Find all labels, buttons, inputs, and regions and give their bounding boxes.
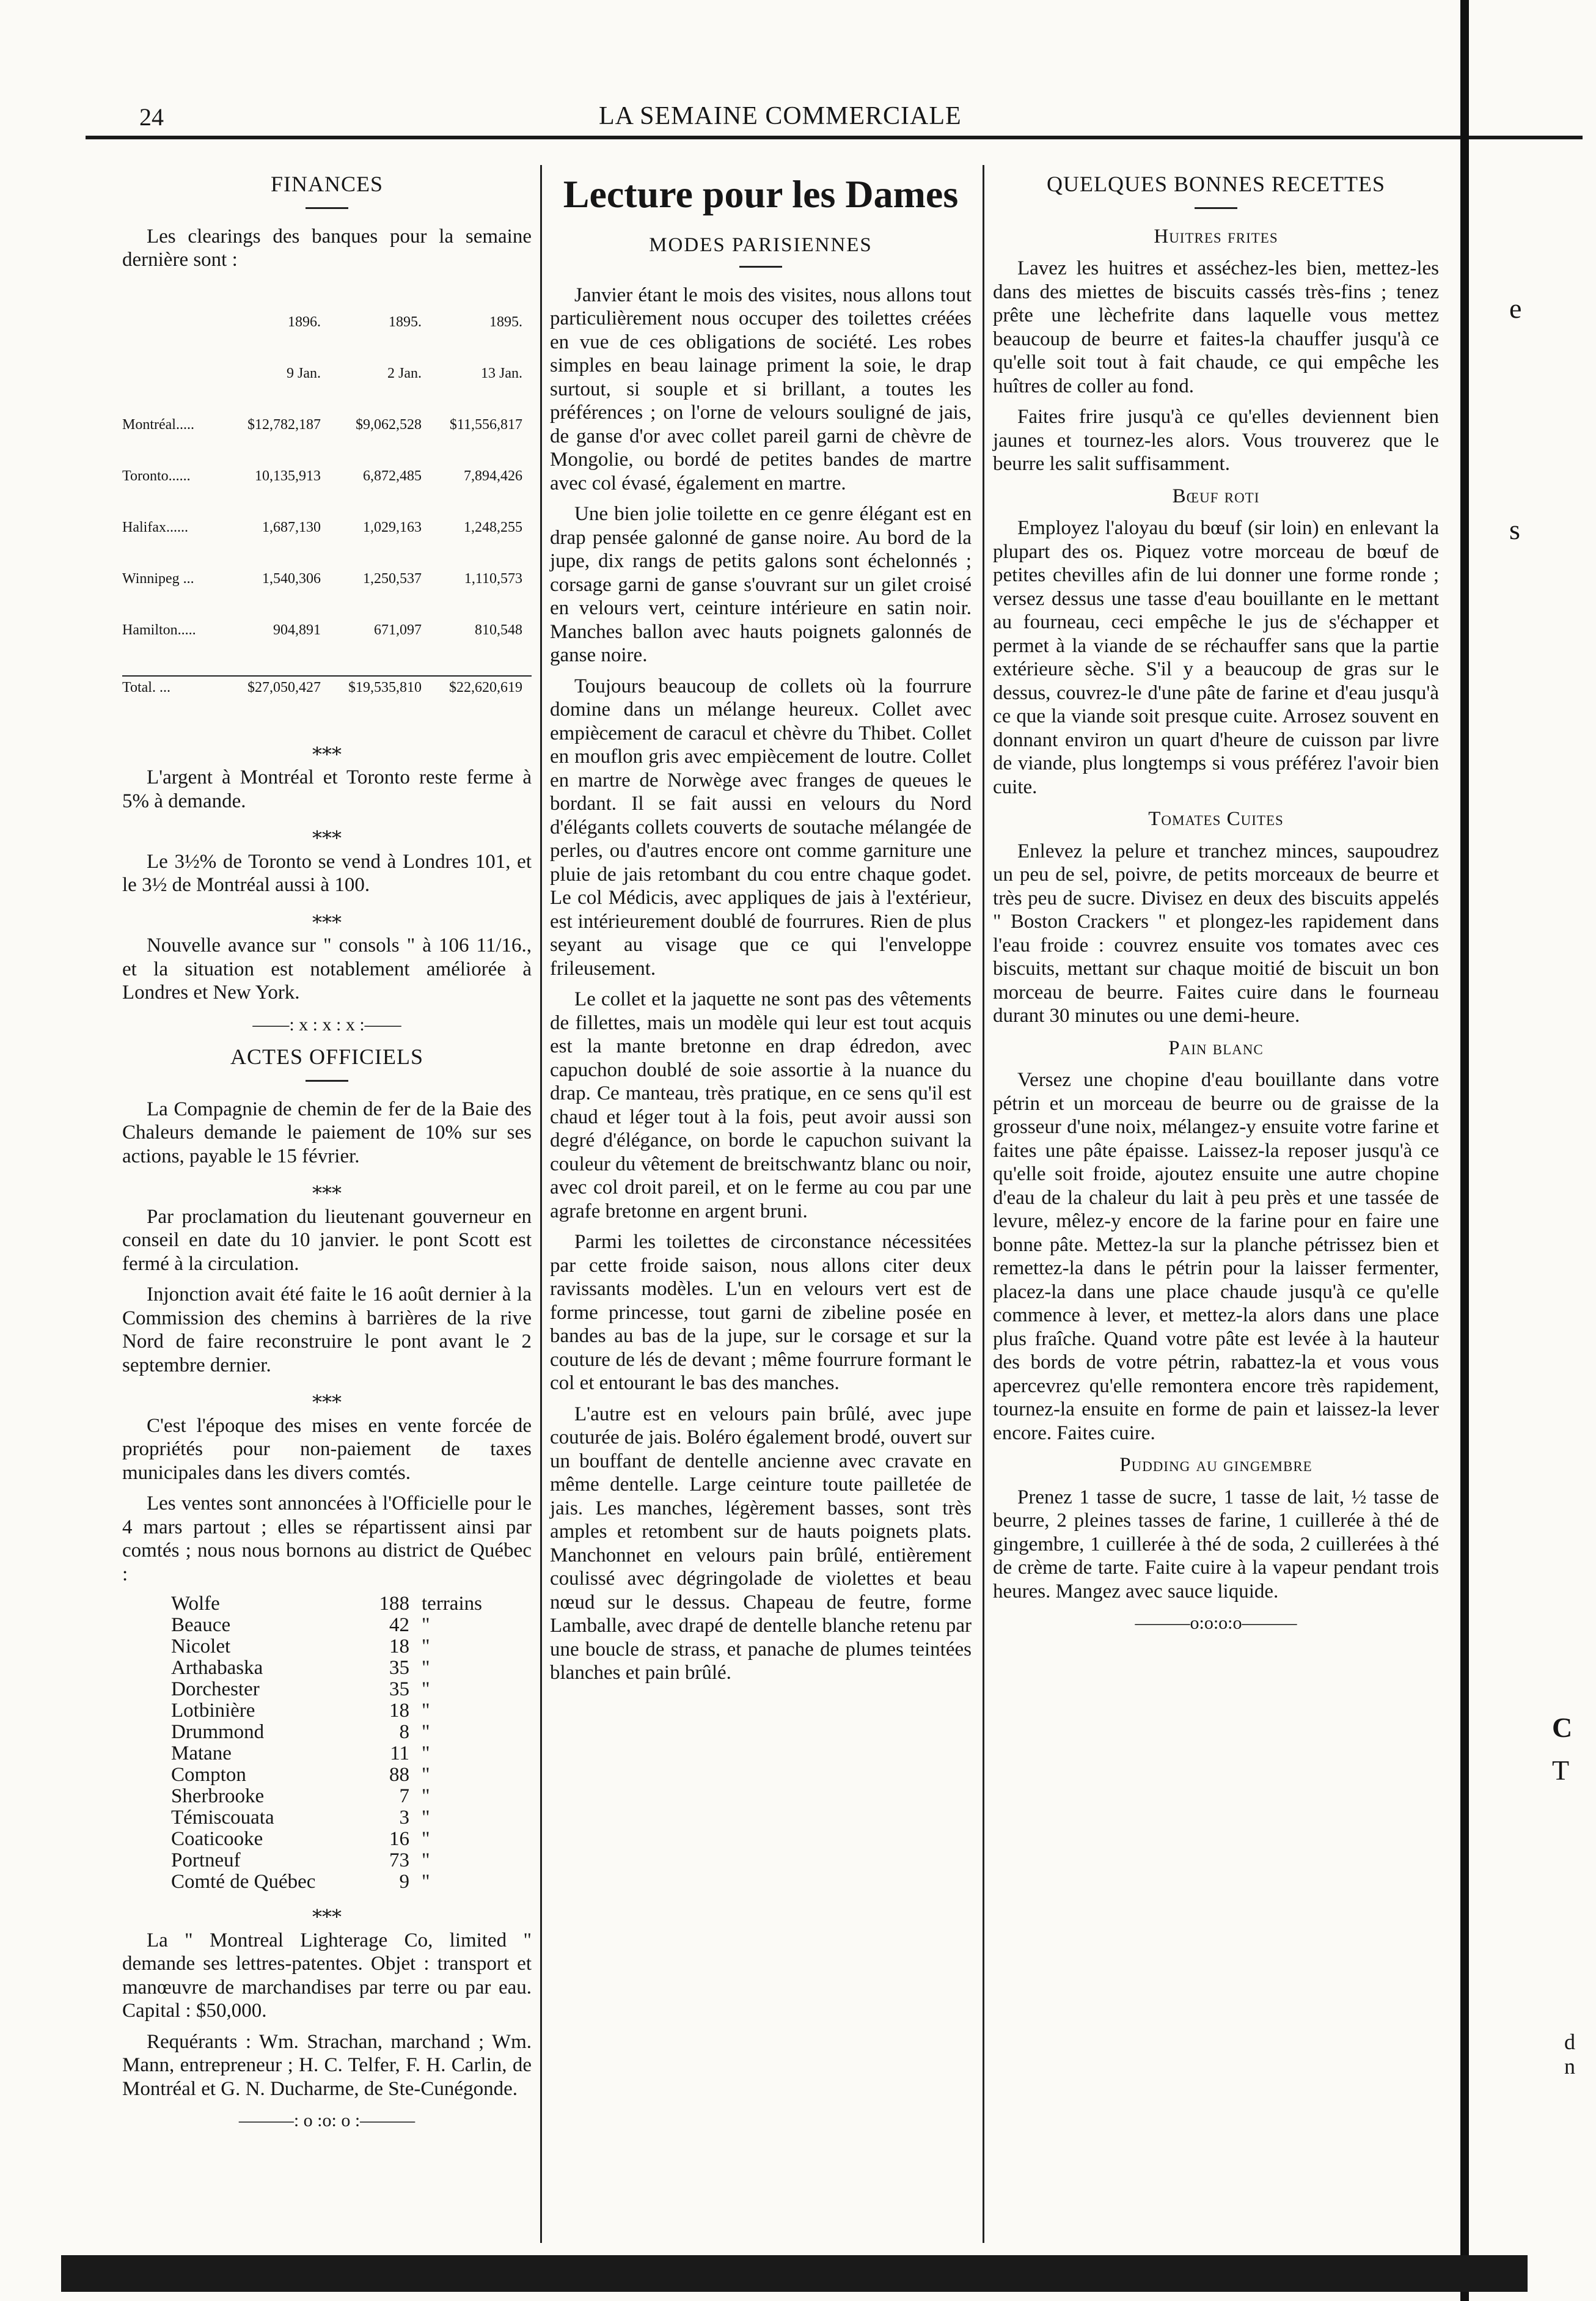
paragraph: Enlevez la pelure et tranchez minces, saupoudrez un peu de sel, poivre, de petits morceaux de beurre et très peu de sucre. Divisez en deux des biscuits appelés " Boston Crackers " et plongez-les rapidement dans l'eau froide : couvrez ensuite vos tomates avec ces biscuits, mettant sur chaque moitié de biscuit un bon morceau de beurre. Faites cuire dans le fourneau durant 30 minutes ou une demi-heure. — [993, 840, 1439, 1027]
county-unit: " — [422, 1700, 430, 1722]
table-row — [122, 468, 532, 485]
county-name: Drummond — [171, 1721, 265, 1743]
column-recettes — [993, 172, 1439, 1644]
list-item — [122, 1657, 532, 1679]
title-dash — [1195, 207, 1237, 209]
paragraph: Toujours beaucoup de collets où la fourrure domine dans un mélange heureux. Collet avec empiècement de caracul et chèvre du Thibet. Collet en mouflon gris avec empiècement de loutre. Collet en martre de Norwège avec franges de queues le bordant. Il se fait aussi en velours du Nord d'élégants collets couverts de soutache mélangée de perles, ou d'autres encore ont comme garniture une pluie de jais retombant du cou entre chaque godet. Le col Médicis, avec appliques de jais à l'extérieur, est intérieurement doublé de fourrures. Rien de plus seyant au visage que ce qui l'enveloppe frileusement. — [550, 675, 972, 980]
county-name: Portneuf — [171, 1849, 241, 1871]
table-cell — [122, 314, 220, 331]
county-name: Comté de Québec — [171, 1871, 316, 1893]
county-name: Nicolet — [171, 1635, 231, 1657]
asterism: ⁎⁎⁎ — [312, 1385, 342, 1407]
list-item — [122, 1722, 532, 1743]
table-cell: Hamilton..... — [122, 622, 196, 638]
recipe-title: Pudding au gingembre — [1119, 1454, 1312, 1476]
table-cell: 9 Jan. — [287, 365, 321, 381]
county-unit: " — [422, 1871, 430, 1893]
county-name: Matane — [171, 1742, 232, 1764]
table-cell: $22,620,619 — [449, 679, 522, 695]
article-title: Lecture pour les Dames — [563, 172, 959, 216]
column-rule — [540, 165, 542, 2243]
county-name: Dorchester — [171, 1678, 260, 1700]
county-count: 9 — [399, 1871, 409, 1893]
table-cell: 7,894,426 — [464, 468, 522, 484]
asterism: ⁎⁎⁎ — [312, 1899, 342, 1921]
table-total-row — [122, 675, 532, 696]
bottom-scan-border — [61, 2255, 1528, 2292]
table-cell: 1,540,306 — [262, 570, 321, 587]
table-row — [122, 416, 532, 433]
county-unit: " — [422, 1742, 430, 1764]
paragraph: Faites frire jusqu'à ce qu'elles deviennent bien jaunes et tournez-les alors. Vous trouverez que le beurre les salit suffisamment. — [993, 406, 1439, 475]
table-cell: Halifax...... — [122, 519, 188, 535]
county-unit: " — [422, 1635, 430, 1657]
clearings-intro: Les clearings des banques pour la semaine dernière sont : — [122, 225, 532, 271]
table-header-row — [122, 314, 532, 331]
county-name: Coaticooke — [171, 1828, 263, 1850]
table-cell: 671,097 — [374, 622, 422, 638]
table-cell: 10,135,913 — [255, 468, 321, 484]
paragraph: Les ventes sont annoncées à l'Officielle pour le 4 mars partout ; elles se répartissent ainsi par comtés ; nous nous bornons au district de Québec : — [122, 1492, 532, 1585]
table-cell: 1,248,255 — [464, 519, 522, 535]
table-cell: 1895. — [389, 314, 422, 330]
county-count: 11 — [390, 1742, 409, 1764]
county-name: Témiscouata — [171, 1807, 274, 1829]
county-name: Compton — [171, 1764, 246, 1786]
table-cell: $9,062,528 — [356, 416, 422, 433]
county-unit: " — [422, 1807, 430, 1829]
asterism: ⁎⁎⁎ — [312, 905, 342, 927]
asterism: ⁎⁎⁎ — [312, 1176, 342, 1198]
adjacent-page-letter: e — [1509, 293, 1522, 324]
list-item — [122, 1764, 532, 1786]
county-name: Arthabaska — [171, 1657, 263, 1679]
paragraph: Parmi les toilettes de circonstance nécessitées par cette froide saison, nous allons citer deux ravissants modèles. L'un en velours vert est de forme princesse, tout garni de zibeline posée en bandes au bas de la jupe, sur le corsage et sur la couture de lés de devant ; même fourrure formant le col et entourant le bas des manches. — [550, 1231, 972, 1394]
table-row — [122, 622, 532, 639]
journal-title: LA SEMAINE COMMERCIALE — [599, 102, 962, 130]
table-cell: 1,029,163 — [363, 519, 422, 535]
county-name: Sherbrooke — [171, 1785, 265, 1807]
article-subtitle: MODES PARISIENNES — [649, 234, 873, 256]
table-cell: 13 Jan. — [481, 365, 522, 381]
page-number: 24 — [139, 103, 164, 131]
county-unit: " — [422, 1721, 430, 1743]
title-dash — [306, 207, 348, 209]
table-cell: 1,110,573 — [464, 570, 522, 587]
column-lecture — [550, 172, 972, 1692]
county-count: 42 — [389, 1614, 409, 1636]
table-cell: 2 Jan. — [387, 365, 422, 381]
list-item — [122, 1615, 532, 1636]
county-count: 18 — [389, 1700, 409, 1722]
section-title-actes: ACTES OFFICIELS — [230, 1044, 424, 1069]
county-unit: " — [422, 1849, 430, 1871]
table-row — [122, 519, 532, 536]
county-name: Lotbinière — [171, 1700, 255, 1722]
table-cell: Winnipeg ... — [122, 570, 194, 587]
paragraph: Par proclamation du lieutenant gouverneur en conseil en date du 10 janvier. le pont Scott est fermé à la circulation. — [122, 1205, 532, 1275]
adjacent-page-letter: T — [1552, 1755, 1570, 1786]
paragraph: Employez l'aloyau du bœuf (sir loin) en enlevant la plupart des os. Piquez votre morceau de bœuf de petites chevilles afin de lui donner une forme ronde ; versez dessus une tasse d'eau bouillante en le mettant au fourneau, ceci empêche le jus de s'échapper et permet à la viande de se réchauffer sans que la partie extérieure sèche. S'il y a beaucoup de gras sur le dessus, couvrez-le d'une pâte de farine et d'eau jusqu'à ce que la viande soit presque cuite. Arrosez souvent en donnant environ un quart d'heure de cuisson par livre de viande, plus longtemps si vous préférez l'avoir bien cuite. — [993, 517, 1439, 798]
county-count: 35 — [389, 1657, 409, 1679]
table-cell: 904,891 — [273, 622, 321, 638]
recipe-title: Huitres frites — [1154, 225, 1278, 248]
header-rule — [86, 136, 1583, 139]
section-title-recettes: QUELQUES BONNES RECETTES — [1047, 172, 1385, 196]
table-cell: Montréal..... — [122, 416, 194, 433]
paragraph: L'argent à Montréal et Toronto reste ferme à 5% à demande. — [122, 766, 532, 812]
paragraph: Requérants : Wm. Strachan, marchand ; Wm. Mann, entrepreneur ; H. C. Telfer, F. H. Carlin, de Montréal et G. N. Ducharme, de Ste-Cunégonde. — [122, 2030, 532, 2100]
county-unit: " — [422, 1764, 430, 1786]
list-item — [122, 1829, 532, 1850]
county-count: 8 — [399, 1721, 409, 1743]
county-unit: " — [422, 1828, 430, 1850]
county-unit: " — [422, 1657, 430, 1679]
table-row — [122, 570, 532, 587]
county-name: Wolfe — [171, 1593, 220, 1615]
paragraph: L'autre est en velours pain brûlé, avec jupe couturée de jais. Boléro également brodé, ouvert sur un bouffant de dentelle ancienne avec cravate en même dentelle. Large ceinture toute pailletée de jais. Les manches, légèrement basses, sont très amples et retombent sur de hauts poignets plats. Manchonnet en velours pain brûlé, entièrement coulissé avec dégringolade de violettes et beau nœud sur le dessus. Chapeau de feutre, forme Lamballe, avec drapé de dentelle blanche retenu par une boucle de strass, et panache de plumes teintées blanches et pain brûlé. — [550, 1403, 972, 1684]
county-count: 35 — [389, 1678, 409, 1700]
list-item — [122, 1636, 532, 1657]
table-cell: Toronto...... — [122, 468, 191, 484]
table-cell: 1896. — [288, 314, 321, 330]
paragraph: La Compagnie de chemin de fer de la Baie des Chaleurs demande le paiement de 10% sur ses actions, payable le 15 février. — [122, 1098, 532, 1167]
county-count: 88 — [389, 1764, 409, 1786]
county-unit: terrains — [422, 1593, 482, 1615]
table-cell: 810,548 — [475, 622, 522, 638]
adjacent-page-letter: C — [1552, 1712, 1573, 1743]
county-unit: " — [422, 1614, 430, 1636]
column-finances — [122, 172, 532, 2141]
county-unit: " — [422, 1785, 430, 1807]
list-item — [122, 1807, 532, 1829]
section-separator: ——: x : x : x :—— — [252, 1014, 401, 1035]
table-cell: Total. ... — [122, 679, 170, 695]
county-name: Beauce — [171, 1614, 231, 1636]
table-cell: 1,687,130 — [262, 519, 321, 535]
page-edge-rule — [1460, 0, 1469, 2301]
paragraph: Janvier étant le mois des visites, nous allons tout particulièrement nous occuper des toilettes créées en vue de ces obligations de société. Les robes simples en beau lainage priment la soie, le drap surtout, si souple et si brillant, a toutes les préférences ; on l'orne de velours souligné de jais, de ganse d'or avec collet pareil garni de chèvre de Mongolie, ou bordé de petites bandes de martre avec col évasé, également en martre. — [550, 284, 972, 494]
table-cell: 1,250,537 — [363, 570, 422, 587]
list-item — [122, 1850, 532, 1871]
table-header-row — [122, 365, 532, 382]
paragraph: Versez une chopine d'eau bouillante dans votre pétrin et un morceau de beurre ou de graisse de la grosseur d'une noix, mélangez-y ensuite votre farine et faites une pâte épaisse. Laissez-la reposer jusqu'à ce qu'elle soit froide, ajoutez ensuite une autre chopine d'eau de la chaleur du lait à peu près et une tassée de levure, mêlez-y encore de la farine pour en faire une bonne pâte. Mettez-la sur la planche pétrissez bien et remettez-la dans le pétrin pour la laisser fermenter, placez-la dans une place chaude jusqu'à ce qu'elle commence à lever, et mettez-la alors dans une place plus fraîche. Quand votre pâte est levée à la hauteur des bords de votre pétrin, rabattez-la et vous vous apercevrez qu'elle remontera encore très rapidement, tournez-la ensuite en forme de pain et laissez-la lever encore. Faites cuire. — [993, 1069, 1439, 1444]
county-count: 18 — [389, 1635, 409, 1657]
list-item — [122, 1786, 532, 1807]
recipe-title: Bœuf roti — [1172, 485, 1260, 507]
list-item — [122, 1743, 532, 1764]
adjacent-page-letter: s — [1509, 514, 1520, 545]
county-count: 188 — [379, 1593, 409, 1615]
table-cell: $11,556,817 — [449, 416, 522, 433]
county-count: 7 — [399, 1785, 409, 1807]
table-cell: 6,872,485 — [363, 468, 422, 484]
table-cell: $27,050,427 — [247, 679, 321, 695]
paragraph: Le 3½% de Toronto se vend à Londres 101, et le 3½ de Montréal aussi à 100. — [122, 850, 532, 896]
table-cell: $12,782,187 — [247, 416, 321, 433]
county-count: 73 — [389, 1849, 409, 1871]
adjacent-page-letter: d — [1564, 2030, 1575, 2054]
county-unit: " — [422, 1678, 430, 1700]
asterism: ⁎⁎⁎ — [312, 821, 342, 843]
title-dash — [306, 1080, 348, 1082]
county-list — [122, 1593, 532, 1893]
table-cell: $19,535,810 — [348, 679, 422, 695]
paragraph: Le collet et la jaquette ne sont pas des vêtements de fillettes, mais un modèle qui leur est tout acquis est la mante bretonne en drap édredon, avec capuchon doublé de soie assortie à la nuance du drap. Ce manteau, très pratique, en ce sens qu'il est chaud et léger tout à la fois, peut avoir aussi son degré d'élégance, on borde le capuchon suivant la couleur du vêtement de breitschwantz blanc ou noir, avec col droit pareil, et on le ferme au cou par une agrafe bretonne en argent bruni. — [550, 988, 972, 1222]
list-item — [122, 1593, 532, 1615]
table-cell — [122, 365, 220, 382]
end-separator: ———o:o:o:o——— — [1135, 1613, 1297, 1633]
clearings-table — [122, 279, 532, 730]
title-dash — [739, 266, 782, 268]
recipe-title: Pain blanc — [1168, 1037, 1264, 1059]
paragraph: Injonction avait été faite le 16 août dernier à la Commission des chemins à barrières de la rive Nord de faire reconstruire le pont avant le 2 septembre dernier. — [122, 1283, 532, 1376]
paragraph: Prenez 1 tasse de sucre, 1 tasse de lait, ½ tasse de beurre, 2 pleines tasses de farine, 1 cuillerée à thé de gingembre, 1 cuillerée à thé de soda, 2 cuillerées à thé de crème de tarte. Faite cuire à la vapeur pendant trois heures. Mangez avec sauce liquide. — [993, 1486, 1439, 1602]
recipe-title: Tomates Cuites — [1148, 808, 1284, 830]
list-item — [122, 1871, 532, 1893]
paragraph: Lavez les huitres et asséchez-les bien, mettez-les dans des miettes de biscuits cassés très-fins ; tenez prête une lèchefrite dans laquelle vous mettez beaucoup de beurre et faites-la chauffer jusqu'à ce qu'elle soit tout à fait chaude, ce qui empêche les huîtres de coller au fond. — [993, 257, 1439, 397]
adjacent-page-letter: n — [1564, 2054, 1575, 2079]
paragraph: Une bien jolie toilette en ce genre élégant est en drap pensée galonné de ganse noire. Au bord de la jupe, dix rangs de petits galons sont échelonnés ; corsage garni de ganse s'ouvrant sur un gilet croisé en velours vert, ceinture intérieure en satin noir. Manches ballon avec hauts poignets galonnés de ganse noire. — [550, 503, 972, 666]
county-count: 3 — [399, 1807, 409, 1829]
table-cell: 1895. — [489, 314, 522, 330]
list-item — [122, 1700, 532, 1722]
paragraph: C'est l'époque des mises en vente forcée de propriétés pour non-paiement de taxes municipales dans les divers comtés. — [122, 1414, 532, 1484]
county-count: 16 — [389, 1828, 409, 1850]
section-title-finances: FINANCES — [270, 172, 384, 196]
list-item — [122, 1679, 532, 1700]
asterism: ⁎⁎⁎ — [312, 736, 342, 759]
end-separator: ———: o :o: o :——— — [238, 2110, 415, 2130]
paragraph: La " Montreal Lighterage Co, limited " demande ses lettres-patentes. Objet : transport et manœuvre de marchandises par terre ou par eau. Capital : $50,000. — [122, 1929, 532, 2022]
column-rule — [983, 165, 984, 2243]
paragraph: Nouvelle avance sur " consols " à 106 11/16., et la situation est notablement améliorée à Londres et New York. — [122, 934, 532, 1004]
